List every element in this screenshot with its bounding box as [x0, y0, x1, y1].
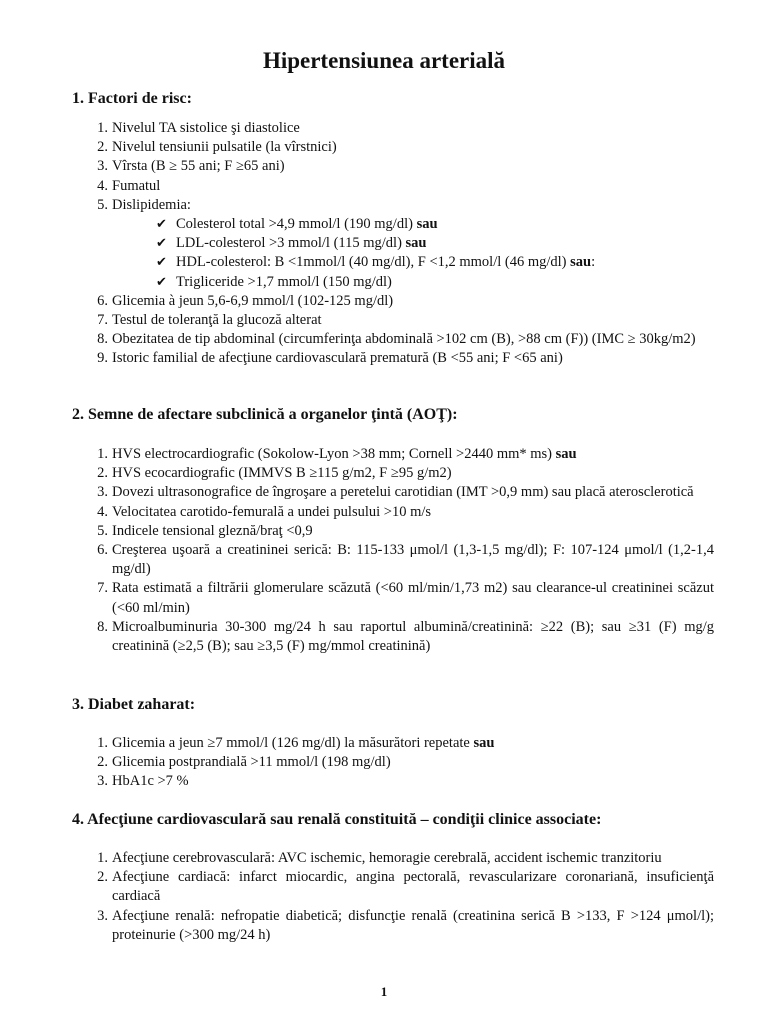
list-item [72, 772, 714, 791]
item-number: 8 . [94, 618, 108, 637]
bold-conjunction: sau [405, 235, 427, 252]
item-number: 6 . [94, 292, 108, 311]
item-number: 7 . [94, 311, 108, 330]
check-item [156, 273, 714, 292]
item-number: 7 . [94, 579, 108, 598]
risk-factors-list [72, 119, 714, 369]
item-text: Rata estimată a filtrării glomerulare scăzută (<60 ml/min/1,73 m2) sau clearance-ul creatininei scăzut (<60 ml/min) [112, 580, 714, 616]
item-text: Dislipidemia: [112, 196, 191, 213]
list-item [72, 907, 714, 945]
item-number: 9 . [94, 349, 108, 368]
list-item [72, 119, 714, 138]
diabetes-list [72, 734, 714, 792]
item-text: Afecţiune cardiacă: infarct miocardic, angina pectorală, revascularizare coronariană, insuficienţă cardiacă [112, 869, 714, 905]
list-item [72, 849, 714, 868]
bold-conjunction: sau [570, 254, 592, 271]
item-text: Nivelul tensiunii pulsatile (la vîrstnici) [112, 139, 337, 156]
item-text: Nivelul TA sistolice şi diastolice [112, 120, 300, 136]
item-text-wrap [112, 445, 714, 464]
item-number: 5 . [94, 522, 108, 541]
list-item [72, 734, 714, 753]
bold-conjunction: sau [473, 735, 495, 751]
item-text: HVS electrocardiografic (Sokolow-Lyon >38 mm; Cornell >2440 mm* ms) [112, 446, 556, 462]
checkmark-icon: ✔ [156, 236, 167, 252]
checkmark-icon: ✔ [156, 255, 167, 271]
item-number: 2 . [94, 464, 108, 483]
checkmark-icon: ✔ [156, 274, 167, 290]
item-text-wrap [112, 735, 494, 751]
list-item [72, 138, 714, 157]
item-number: 6 . [94, 541, 108, 560]
item-number: 5 . [94, 196, 108, 215]
section-heading-diabetes: 3. Diabet zaharat: [72, 696, 196, 713]
item-number: 3 . [94, 772, 108, 791]
target-organ-damage-list [72, 445, 714, 656]
list-item [72, 349, 714, 368]
item-number: 1 . [94, 849, 108, 868]
list-item [72, 522, 714, 541]
list-item [72, 196, 714, 292]
item-number: 2 . [94, 753, 108, 772]
item-text: Velocitatea carotido-femurală a undei pulsului >10 m/s [112, 503, 432, 520]
check-item [156, 215, 714, 234]
item-number: 2 . [94, 138, 108, 157]
item-text: Indicele tensional gleznă/braţ <0,9 [112, 522, 313, 539]
item-number: 3 . [94, 907, 108, 926]
item-text: Dovezi ultrasonografice de îngroşare a peretelui carotidian (IMT >0,9 mm) sau placă aterosclerotică [112, 484, 694, 501]
list-item [72, 330, 714, 349]
list-item [72, 868, 714, 906]
list-item [72, 541, 714, 579]
item-text: Obezitatea de tip abdominal (circumferinţa abdominală >102 cm (B), >88 cm (F)) (IMC ≥ 30kg/m2) [112, 331, 696, 348]
item-number: 1 . [94, 119, 108, 138]
list-item [72, 753, 714, 772]
item-text: Afecţiune cerebrovasculară: AVC ischemic, hemoragie cerebrală, accident ischemic tranzitoriu [112, 850, 662, 866]
item-number: 1 . [94, 445, 108, 464]
bold-conjunction: sau [416, 216, 438, 233]
check-item-suffix: : [591, 254, 596, 271]
check-item [156, 253, 714, 272]
check-item-text: LDL-colesterol >3 mmol/l (115 mg/dl) [176, 235, 406, 252]
check-item-text: Colesterol total >4,9 mmol/l (190 mg/dl) [176, 216, 417, 233]
item-number: 4 . [94, 503, 108, 522]
item-text: Istoric familial de afecţiune cardiovasculară prematură (B <55 ani; F <65 ani) [112, 350, 563, 367]
list-item [72, 464, 714, 483]
check-item [156, 234, 714, 253]
item-text: Microalbuminuria 30-300 mg/24 h sau raportul albumină/creatinină: ≥22 (B); sau ≥31 (F) mg/g creatinină (≥2,5 (B); sau ≥3,5 (F) mg/mmol creatinină) [112, 618, 714, 655]
page-number: 1 [380, 984, 388, 999]
bold-conjunction: sau [555, 446, 577, 462]
associated-conditions-list [72, 849, 714, 945]
section-heading-associated-conditions: 4. Afecţiune cardiovasculară sau renală constituită – condiţii clinice associate: [72, 811, 602, 828]
list-item [72, 445, 714, 464]
list-item [72, 503, 714, 522]
check-item-text: HDL-colesterol: B <1mmol/l (40 mg/dl), F <1,2 mmol/l (46 mg/dl) [176, 254, 571, 271]
item-number: 2 . [94, 868, 108, 887]
item-text: Fumatul [112, 177, 161, 194]
list-item [72, 618, 714, 656]
dyslipidemia-sublist [112, 215, 714, 292]
item-number: 8 . [94, 330, 108, 349]
item-text: HVS ecocardiografic (IMMVS B ≥115 g/m2, F ≥95 g/m2) [112, 465, 452, 482]
item-text: HbA1c >7 % [112, 773, 189, 790]
list-item [72, 311, 714, 330]
item-text: Creşterea uşoară a creatininei serică: B: 115-133 μmol/l (1,3-1,5 mg/dl); F: 107-124 μmol/l (1,2-1,4 mg/dl) [112, 542, 714, 578]
item-text: Testul de toleranţă la glucoză alterat [112, 312, 322, 329]
list-item [72, 177, 714, 196]
list-item [72, 292, 714, 311]
page-title: Hipertensiunea arterială [262, 48, 506, 73]
item-number: 1 . [94, 734, 108, 753]
checkmark-icon: ✔ [156, 217, 167, 233]
item-number: 4 . [94, 177, 108, 196]
item-text: Afecţiune renală: nefropatie diabetică; disfuncţie renală (creatinina serică B >133, F >124 μmol/l); proteinurie (>300 mg/24 h) [112, 907, 714, 943]
item-text: Glicemia a jeun ≥7 mmol/l (126 mg/dl) la măsurători repetate [112, 735, 474, 751]
list-item [72, 483, 714, 502]
item-text: Vîrsta (B ≥ 55 ani; F ≥65 ani) [112, 158, 285, 175]
check-item-text: Trigliceride >1,7 mmol/l (150 mg/dl) [176, 273, 392, 290]
list-item [72, 157, 714, 176]
item-text: Glicemia postprandială >11 mmol/l (198 mg/dl) [112, 754, 391, 771]
item-number: 3 . [94, 483, 108, 502]
section-heading-risk-factors: 1. Factori de risc: [72, 90, 192, 107]
item-number: 3 . [94, 157, 108, 176]
section-heading-target-organ-damage: 2. Semne de afectare subclinică a organelor ţintă (AOŢ): [72, 406, 458, 423]
list-item [72, 579, 714, 617]
item-text: Glicemia à jeun 5,6-6,9 mmol/l (102-125 mg/dl) [112, 292, 394, 309]
